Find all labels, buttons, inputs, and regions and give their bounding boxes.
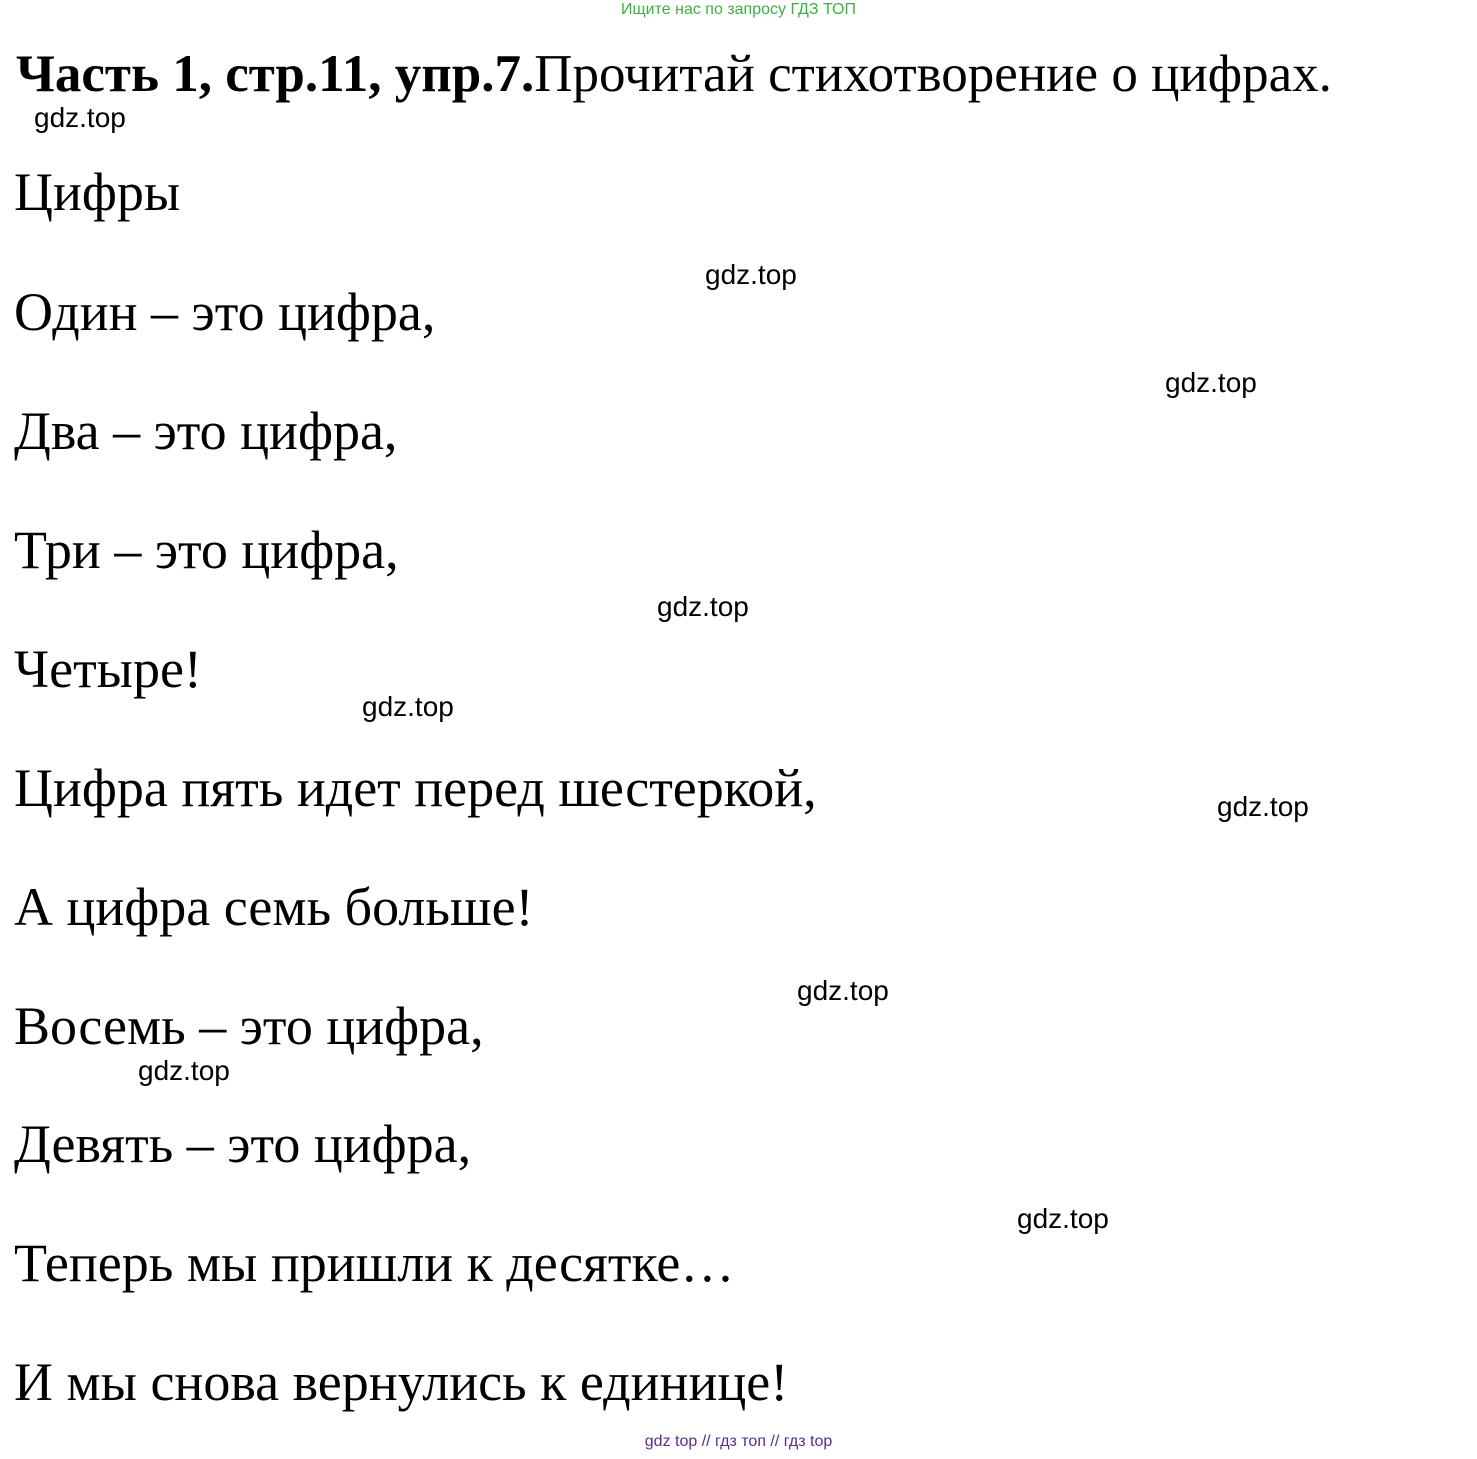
- poem-line: Теперь мы пришли к десятке…: [14, 1233, 735, 1293]
- watermark: gdz.top: [657, 591, 749, 622]
- poem-line: Три – это цифра,: [14, 520, 399, 580]
- poem-line: Цифра пять идет перед шестеркой,: [14, 758, 817, 818]
- poem-line: Два – это цифра,: [14, 401, 398, 461]
- watermark: gdz.top: [705, 259, 797, 290]
- watermark: gdz.top: [1165, 367, 1257, 398]
- watermark: gdz.top: [1217, 791, 1309, 822]
- poem-line: И мы снова вернулись к единице!: [14, 1352, 789, 1412]
- poem-line: А цифра семь больше!: [14, 877, 534, 937]
- exercise-instruction: Прочитай стихотворение о цифрах.: [534, 45, 1332, 103]
- poem-title: Цифры: [14, 162, 181, 222]
- watermark: gdz.top: [797, 975, 889, 1006]
- watermark: gdz.top: [362, 691, 454, 722]
- footer-watermark: gdz top // гдз топ // гдз top: [644, 1433, 833, 1450]
- exercise-reference: Часть 1, стр.11, упр.7.: [16, 45, 535, 103]
- poem-line: Один – это цифра,: [14, 282, 436, 342]
- page-title: [16, 40, 1332, 108]
- top-banner: Ищите нас по запросу ГДЗ ТОП: [621, 1, 856, 18]
- watermark: gdz.top: [1017, 1203, 1109, 1234]
- poem-line: Четыре!: [14, 639, 202, 699]
- watermark: gdz.top: [34, 102, 126, 133]
- poem-line: Восемь – это цифра,: [14, 996, 484, 1056]
- watermark: gdz.top: [138, 1055, 230, 1086]
- poem-line: Девять – это цифра,: [14, 1114, 472, 1174]
